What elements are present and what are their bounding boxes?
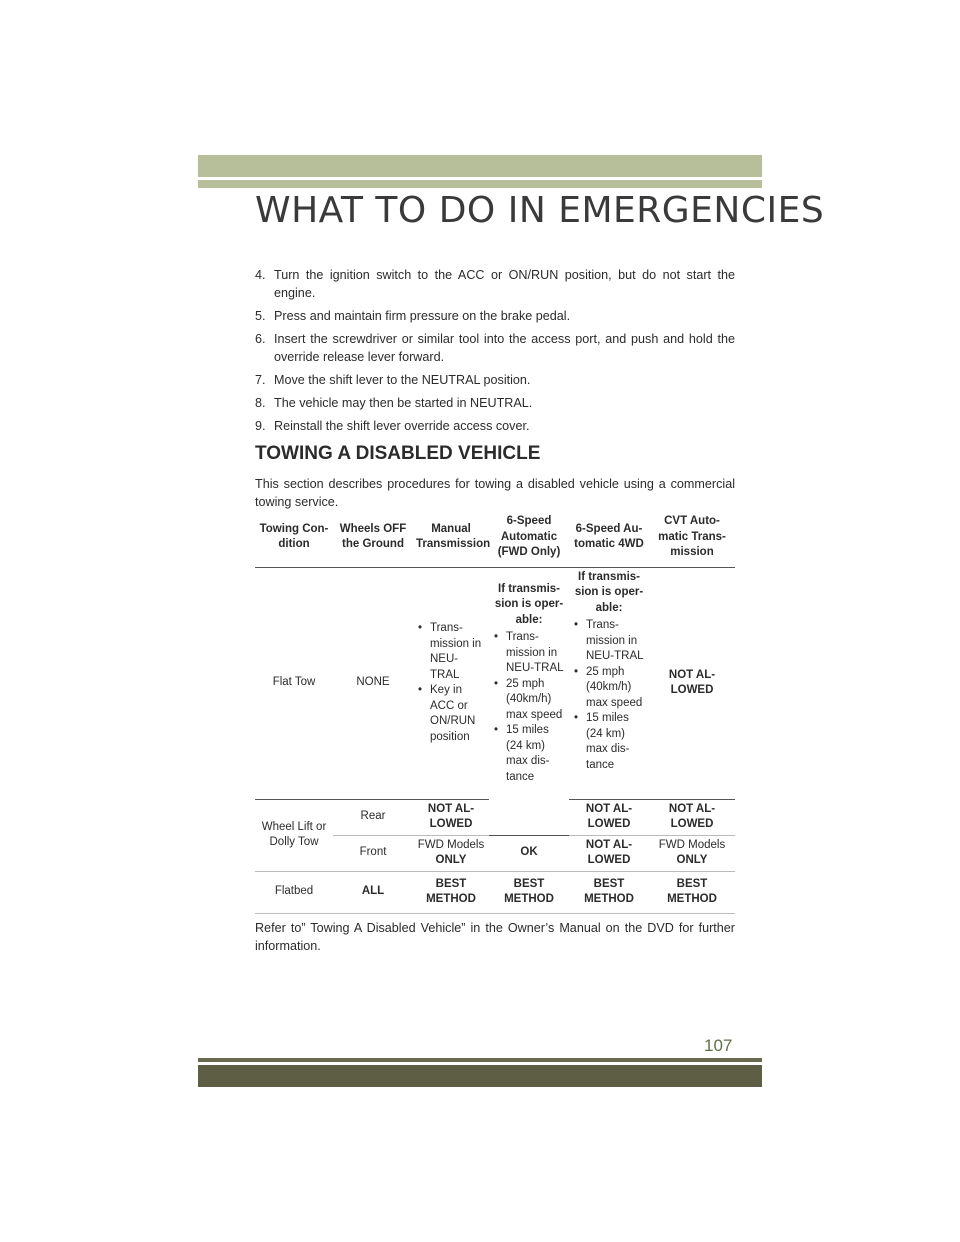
step-item: 7. Move the shift lever to the NEUTRAL position.	[255, 373, 531, 387]
col-header: CVT Auto-matic Trans-mission	[649, 512, 735, 567]
section-intro: This section describes procedures for towing a disabled vehicle using a commercial towing service.	[255, 477, 735, 509]
section-heading: TOWING A DISABLED VEHICLE	[255, 443, 541, 464]
table-cell: NONE	[333, 567, 413, 799]
header-bar	[198, 155, 762, 177]
procedure-steps	[255, 266, 735, 440]
col-header: 6-Speed Automatic (FWD Only)	[489, 512, 569, 567]
condition-title: If transmis-sion is oper-able:	[574, 570, 644, 614]
table-cell: NOT AL-LOWED	[649, 799, 735, 835]
table-cell: NOT AL-LOWED	[569, 799, 649, 835]
step-item: 6. Insert the screwdriver or similar tool into the access port, and push and hold the override release lever forward.	[255, 332, 735, 364]
footer-rule	[198, 1058, 762, 1062]
table-cell: BEST METHOD	[489, 871, 569, 913]
table-cell: Wheel Lift or Dolly Tow	[255, 799, 333, 871]
table-cell	[413, 835, 489, 871]
list-item: • Trans-mission in NEU-TRAL	[416, 621, 486, 683]
table-cell: NOT AL-LOWED	[649, 567, 735, 799]
cell-line: FWD Models	[658, 838, 726, 851]
table-cell: ALL	[333, 871, 413, 913]
table-cell: Front	[333, 835, 413, 871]
page-title: WHAT TO DO IN EMERGENCIES	[255, 190, 825, 231]
col-header: Wheels OFF the Ground	[333, 512, 413, 567]
table-cell: OK	[489, 835, 569, 871]
list-item: • 25 mph (40km/h) max speed	[572, 665, 646, 712]
col-header: Towing Con-dition	[255, 512, 333, 567]
list-item: • 15 miles (24 km) max dis-tance	[572, 711, 646, 773]
reference-note: Refer to” Towing A Disabled Vehicle” in the Owner’s Manual on the DVD for further information.	[255, 921, 735, 953]
table-cell	[569, 567, 649, 799]
list-item: • 15 miles (24 km) max dis-tance	[492, 723, 566, 785]
table-cell: Rear	[333, 799, 413, 835]
cell-line: ONLY	[676, 854, 708, 866]
step-item: 4. Turn the ignition switch to the ACC or ON/RUN position, but do not start the engine.	[255, 268, 735, 300]
cell-line: FWD Models	[417, 838, 485, 851]
table-row	[255, 567, 735, 799]
table-cell	[489, 567, 569, 835]
table-cell: BEST METHOD	[569, 871, 649, 913]
table-cell: Flatbed	[255, 871, 333, 913]
table-cell: Flat Tow	[255, 567, 333, 799]
footer-bar	[198, 1065, 762, 1087]
table-cell: BEST METHOD	[649, 871, 735, 913]
table-cell: NOT AL-LOWED	[413, 799, 489, 835]
table-header-row	[255, 512, 735, 567]
step-item: 9. Reinstall the shift lever override access cover.	[255, 419, 530, 433]
list-item: • Trans-mission in NEU-TRAL	[492, 630, 566, 677]
page-number: 107	[704, 1036, 733, 1055]
step-item: 8. The vehicle may then be started in NEUTRAL.	[255, 396, 533, 410]
list-item: • 25 mph (40km/h) max speed	[492, 677, 566, 724]
table-cell	[649, 835, 735, 871]
list-item: • Trans-mission in NEU-TRAL	[572, 618, 646, 665]
table-cell	[413, 567, 489, 799]
table-cell: NOT AL-LOWED	[569, 835, 649, 871]
header-underline	[198, 180, 762, 188]
step-item: 5. Press and maintain firm pressure on the brake pedal.	[255, 309, 571, 323]
cell-line: ONLY	[435, 854, 467, 866]
table-cell: BEST METHOD	[413, 871, 489, 913]
condition-title: If transmis-sion is oper-able:	[494, 582, 564, 626]
col-header: Manual Transmission	[413, 512, 489, 567]
towing-table	[255, 512, 735, 914]
list-item: • Key in ACC or ON/RUN position	[416, 683, 486, 745]
col-header: 6-Speed Au-tomatic 4WD	[569, 512, 649, 567]
table-row	[255, 871, 735, 913]
